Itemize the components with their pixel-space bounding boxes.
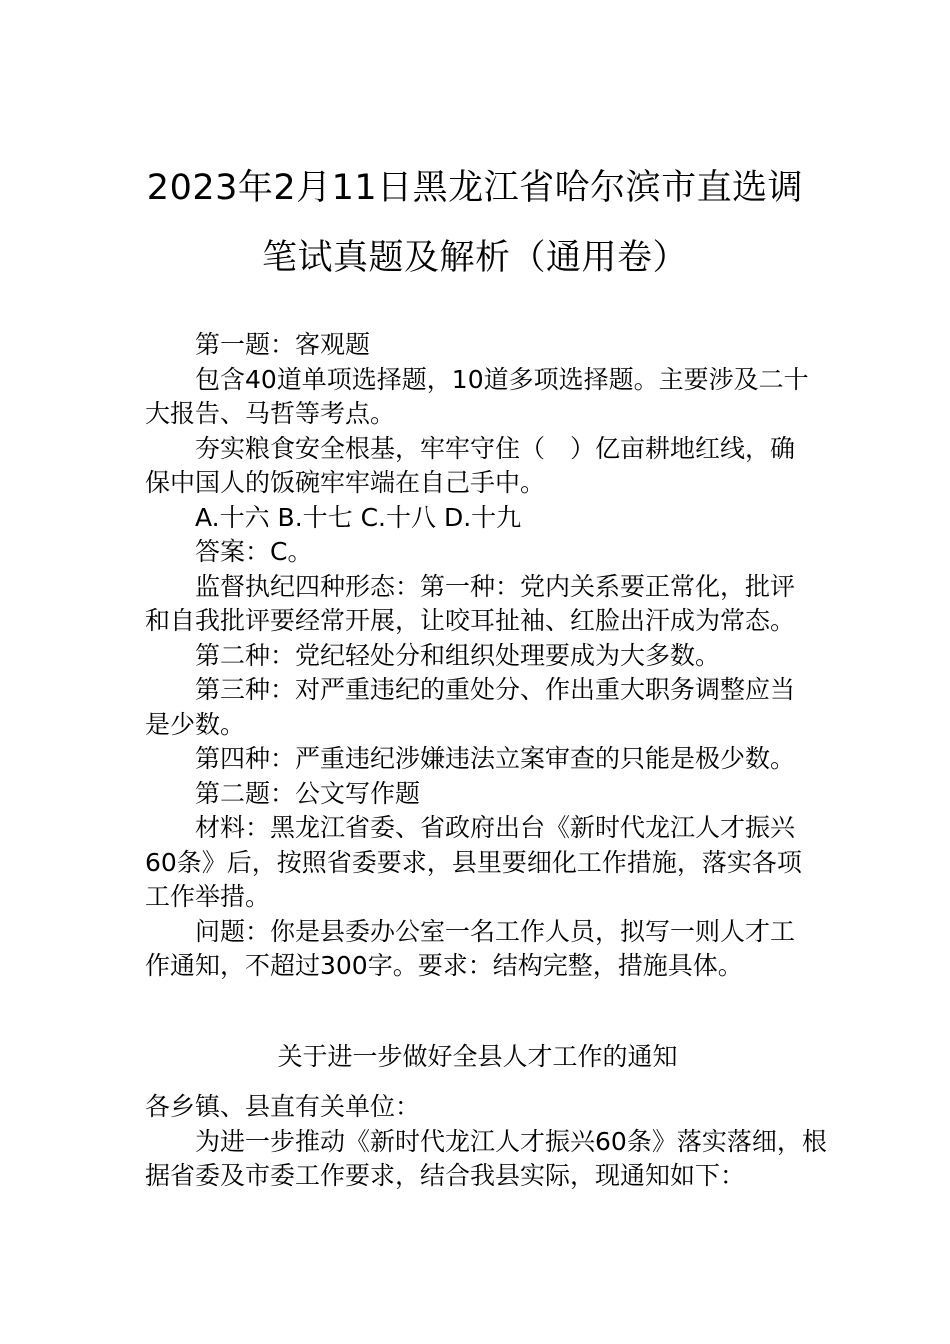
document-title-line2: 笔试真题及解析（通用卷） <box>261 238 688 278</box>
question-prompt: 问题：你是县委办公室一名工作人员，拟写一则人才工作通知，不超过300字。要求：结构完整，措施具体。 <box>145 916 796 980</box>
paragraph: 包含40道单项选择题，10道多项选择题。主要涉及二十大报告、马哲等考点。 <box>145 364 809 428</box>
paragraph: 监督执纪四种形态：第一种：党内关系要正常化，批评和自我批评要经常开展，让咬耳扯袖、红脸出汗成为常态。 <box>145 571 796 635</box>
paragraph: 第三种：对严重违纪的重处分、作出重大职务调整应当是少数。 <box>145 675 796 739</box>
answer-text: 答案：C。 <box>195 537 313 566</box>
material-text: 材料：黑龙江省委、省政府出台《新时代龙江人才振兴60条》后，按照省委要求，县里要细化工作措施，落实各项工作举措。 <box>145 813 802 911</box>
document-body <box>145 328 810 984</box>
section-heading-writing: 第二题：公文写作题 <box>195 778 421 808</box>
notice-paragraph: 为进一步推动《新时代龙江人才振兴60条》落实落细，根据省委及市委工作要求，结合我县实际，现通知如下： <box>145 1126 827 1190</box>
paragraph: 第四种：严重违纪涉嫌违法立案审查的只能是极少数。 <box>195 744 796 773</box>
notice-body <box>145 1090 835 1194</box>
notice-salutation: 各乡镇、县直有关单位： <box>145 1092 421 1121</box>
question-options: A.十六 B.十七 C.十八 D.十九 <box>195 502 522 532</box>
section-heading-objective: 第一题：客观题 <box>195 330 371 359</box>
document-title-line1: 2023年2月11日黑龙江省哈尔滨市直选调 <box>146 168 804 208</box>
paragraph: 第二种：党纪轻处分和组织处理要成为大多数。 <box>195 640 721 670</box>
notice-title: 关于进一步做好全县人才工作的通知 <box>277 1042 678 1071</box>
question-text: 夯实粮食安全根基，牢牢守住（ ）亿亩耕地红线，确保中国人的饭碗牢牢端在自己手中。 <box>145 433 796 497</box>
